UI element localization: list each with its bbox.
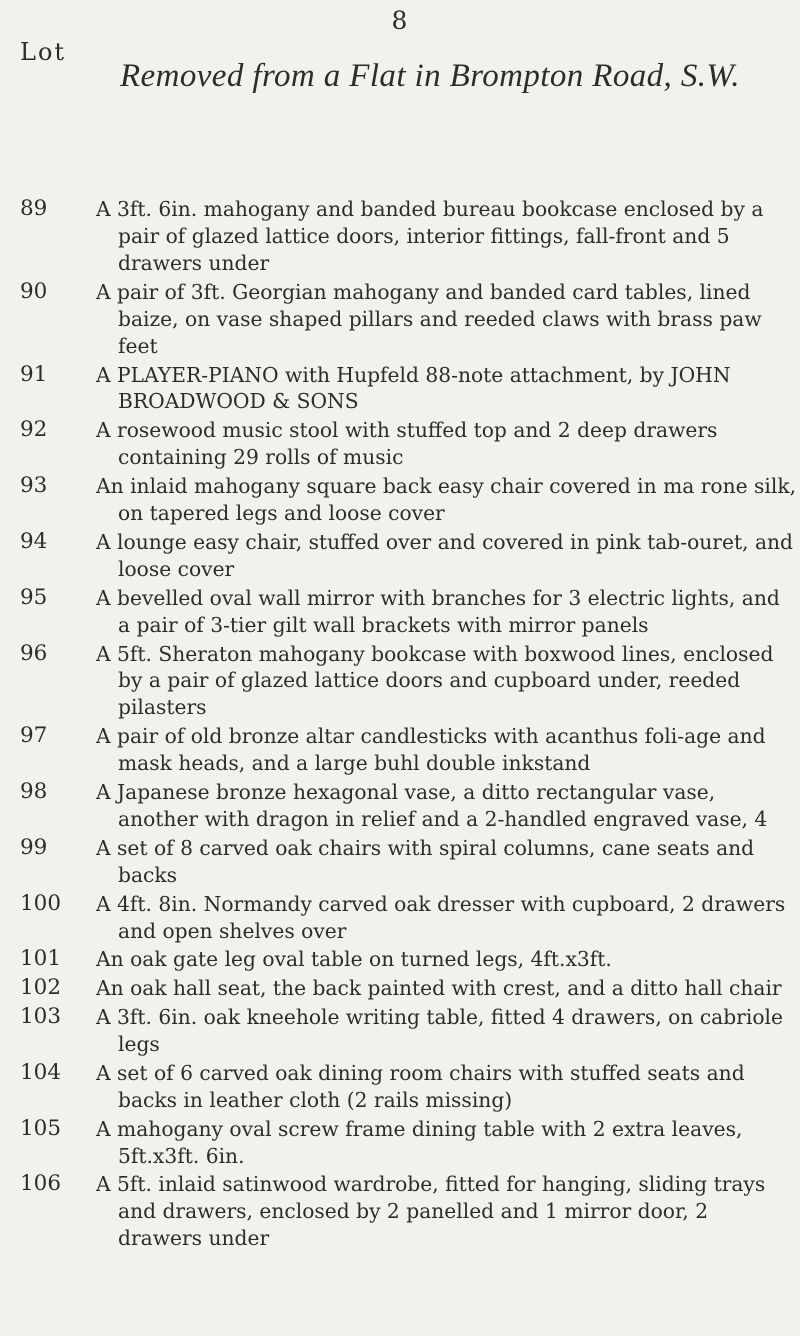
- lot-description: A 5ft. Sheraton mahogany bookcase with boxwood lines, enclosed by a pair of glazed lattice doors and cupboard under, reeded pilasters: [96, 641, 774, 720]
- lot-number: 102: [20, 975, 62, 1001]
- lot-number: 99: [20, 834, 48, 860]
- lot-number: 101: [20, 946, 62, 972]
- lot-number: 100: [20, 890, 62, 916]
- page-number: 8: [391, 6, 409, 35]
- lot-number: 96: [20, 640, 48, 666]
- section-subtitle: Removed from a Flat in Brompton Road, S.W.: [120, 58, 740, 94]
- lot-number: 103: [20, 1004, 62, 1030]
- lot-description: A pair of old bronze altar candlesticks with acanthus foli-age and mask heads, and a large buhl double inkstand: [96, 724, 766, 776]
- lot-description: A set of 6 carved oak dining room chairs with stuffed seats and backs in leather cloth (2 rails missing): [96, 1060, 745, 1112]
- lot-number: 95: [20, 584, 48, 610]
- lot-description: An oak gate leg oval table on turned legs, 4ft.x3ft.: [96, 947, 612, 972]
- lot-number: 106: [20, 1171, 62, 1197]
- lot-number: 98: [20, 779, 48, 805]
- lot-number: 97: [20, 723, 48, 749]
- lot-description: A mahogany oval screw frame dining table with 2 extra leaves, 5ft.x3ft. 6in.: [96, 1116, 743, 1168]
- lot-description: A Japanese bronze hexagonal vase, a ditto rectangular vase, another with dragon in relief and a 2-handled engraved vase, 4: [96, 780, 768, 831]
- lot-number: 94: [20, 528, 48, 554]
- lot-description: A 3ft. 6in. mahogany and banded bureau bookcase enclosed by a pair of glazed lattice doors, interior fittings, fall-front and 5 drawers under: [96, 197, 764, 275]
- lot-number: 93: [20, 473, 48, 499]
- lot-number: 105: [20, 1115, 62, 1141]
- lot-description: A 5ft. inlaid satinwood wardrobe, fitted for hanging, sliding trays and drawers, enclosed by 2 panelled and 1 mirror door, 2 drawers under: [96, 1172, 766, 1251]
- lot-description: A set of 8 carved oak chairs with spiral columns, cane seats and backs: [96, 835, 755, 887]
- lot-description: A 4ft. 8in. Normandy carved oak dresser with cupboard, 2 drawers and open shelves over: [96, 891, 786, 943]
- lot-number: 92: [20, 417, 48, 443]
- lot-description: A 3ft. 6in. oak kneehole writing table, fitted 4 drawers, on cabriole legs: [96, 1005, 783, 1056]
- lot-description: An oak hall seat, the back painted with crest, and a ditto hall chair: [96, 976, 782, 1001]
- lot-description: A lounge easy chair, stuffed over and covered in pink tab-ouret, and loose cover: [96, 529, 793, 581]
- lot-description: A rosewood music stool with stuffed top and 2 deep drawers containing 29 rolls of music: [96, 418, 718, 470]
- lot-description: An inlaid mahogany square back easy chair covered in ma rone silk, on tapered legs and loose cover: [96, 474, 797, 526]
- lot-number: 89: [20, 196, 48, 221]
- lot-number: 90: [20, 278, 48, 304]
- lot-number: 91: [20, 361, 48, 387]
- lot-description: A pair of 3ft. Georgian mahogany and banded card tables, lined baize, on vase shaped pillars and reeded claws with brass paw feet: [96, 279, 762, 358]
- lot-description: A bevelled oval wall mirror with branches for 3 electric lights, and a pair of 3-tier gilt wall brackets with mirror panels: [96, 585, 780, 637]
- lot-description: A PLAYER-PIANO with Hupfeld 88-note attachment, by JOHN BROADWOOD & SONS: [96, 362, 731, 414]
- lot-number: 104: [20, 1059, 62, 1085]
- lot-column-header: Lot: [20, 38, 67, 66]
